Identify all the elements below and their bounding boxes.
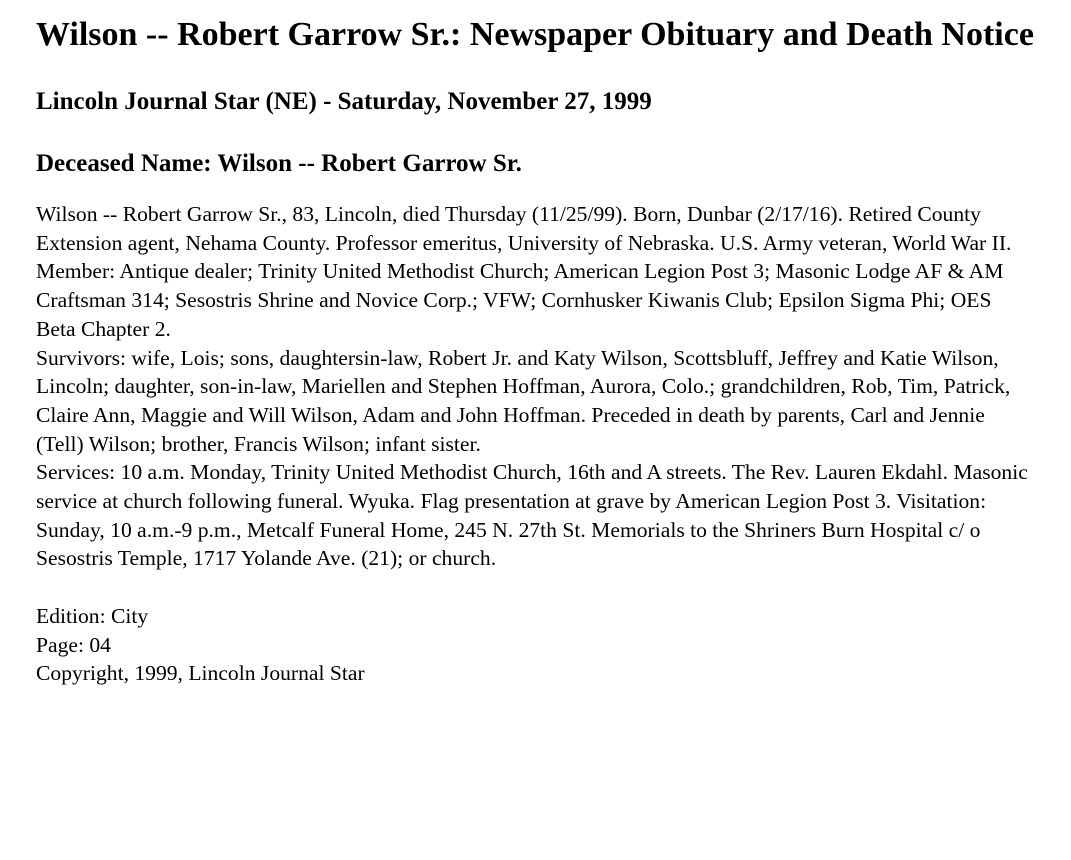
obituary-paragraph-services: Services: 10 a.m. Monday, Trinity United Methodist Church, 16th and A streets. The Rev. Lauren Ekdahl. Masonic service at church following funeral. Wyuka. Flag presentation at grave by American Legion Post 3. Visitation: Sunday, 10 a.m.-9 p.m., Metcalf Funeral Home, 245 N. 27th St. Memorials to the Shriners Burn Hospital c/ o Sesostris Temple, 1717 Yolande Ave. (21); or church.	[36, 460, 1028, 571]
obituary-body	[36, 200, 1035, 688]
obituary-paragraph-biography: Wilson -- Robert Garrow Sr., 83, Lincoln, died Thursday (11/25/99). Born, Dunbar (2/17/16). Retired County Extension agent, Nehama County. Professor emeritus, University of Nebraska. U.S. Army veteran, World War II. Member: Antique dealer; Trinity United Methodist Church; American Legion Post 3; Masonic Lodge AF & AM Craftsman 314; Sesostris Shrine and Novice Corp.; VFW; Cornhusker Kiwanis Club; Epsilon Sigma Phi; OES Beta Chapter 2.	[36, 202, 1012, 341]
obituary-paragraph-survivors: Survivors: wife, Lois; sons, daughtersin-law, Robert Jr. and Katy Wilson, Scottsbluff, Jeffrey and Katie Wilson, Lincoln; daughter, son-in-law, Mariellen and Stephen Hoffman, Aurora, Colo.; grandchildren, Rob, Tim, Patrick, Claire Ann, Maggie and Will Wilson, Adam and John Hoffman. Preceded in death by parents, Carl and Jennie (Tell) Wilson; brother, Francis Wilson; infant sister.	[36, 345, 1011, 456]
publication-heading: Lincoln Journal Star (NE) - Saturday, November 27, 1999	[36, 88, 652, 115]
page-line: Page: 04	[36, 632, 111, 657]
copyright-line: Copyright, 1999, Lincoln Journal Star	[36, 661, 365, 686]
paragraph-spacer	[36, 573, 1035, 602]
deceased-name-heading: Deceased Name: Wilson -- Robert Garrow Sr.	[36, 150, 522, 177]
page-title: Wilson -- Robert Garrow Sr.: Newspaper Obituary and Death Notice	[36, 16, 1034, 53]
edition-line: Edition: City	[36, 603, 149, 628]
